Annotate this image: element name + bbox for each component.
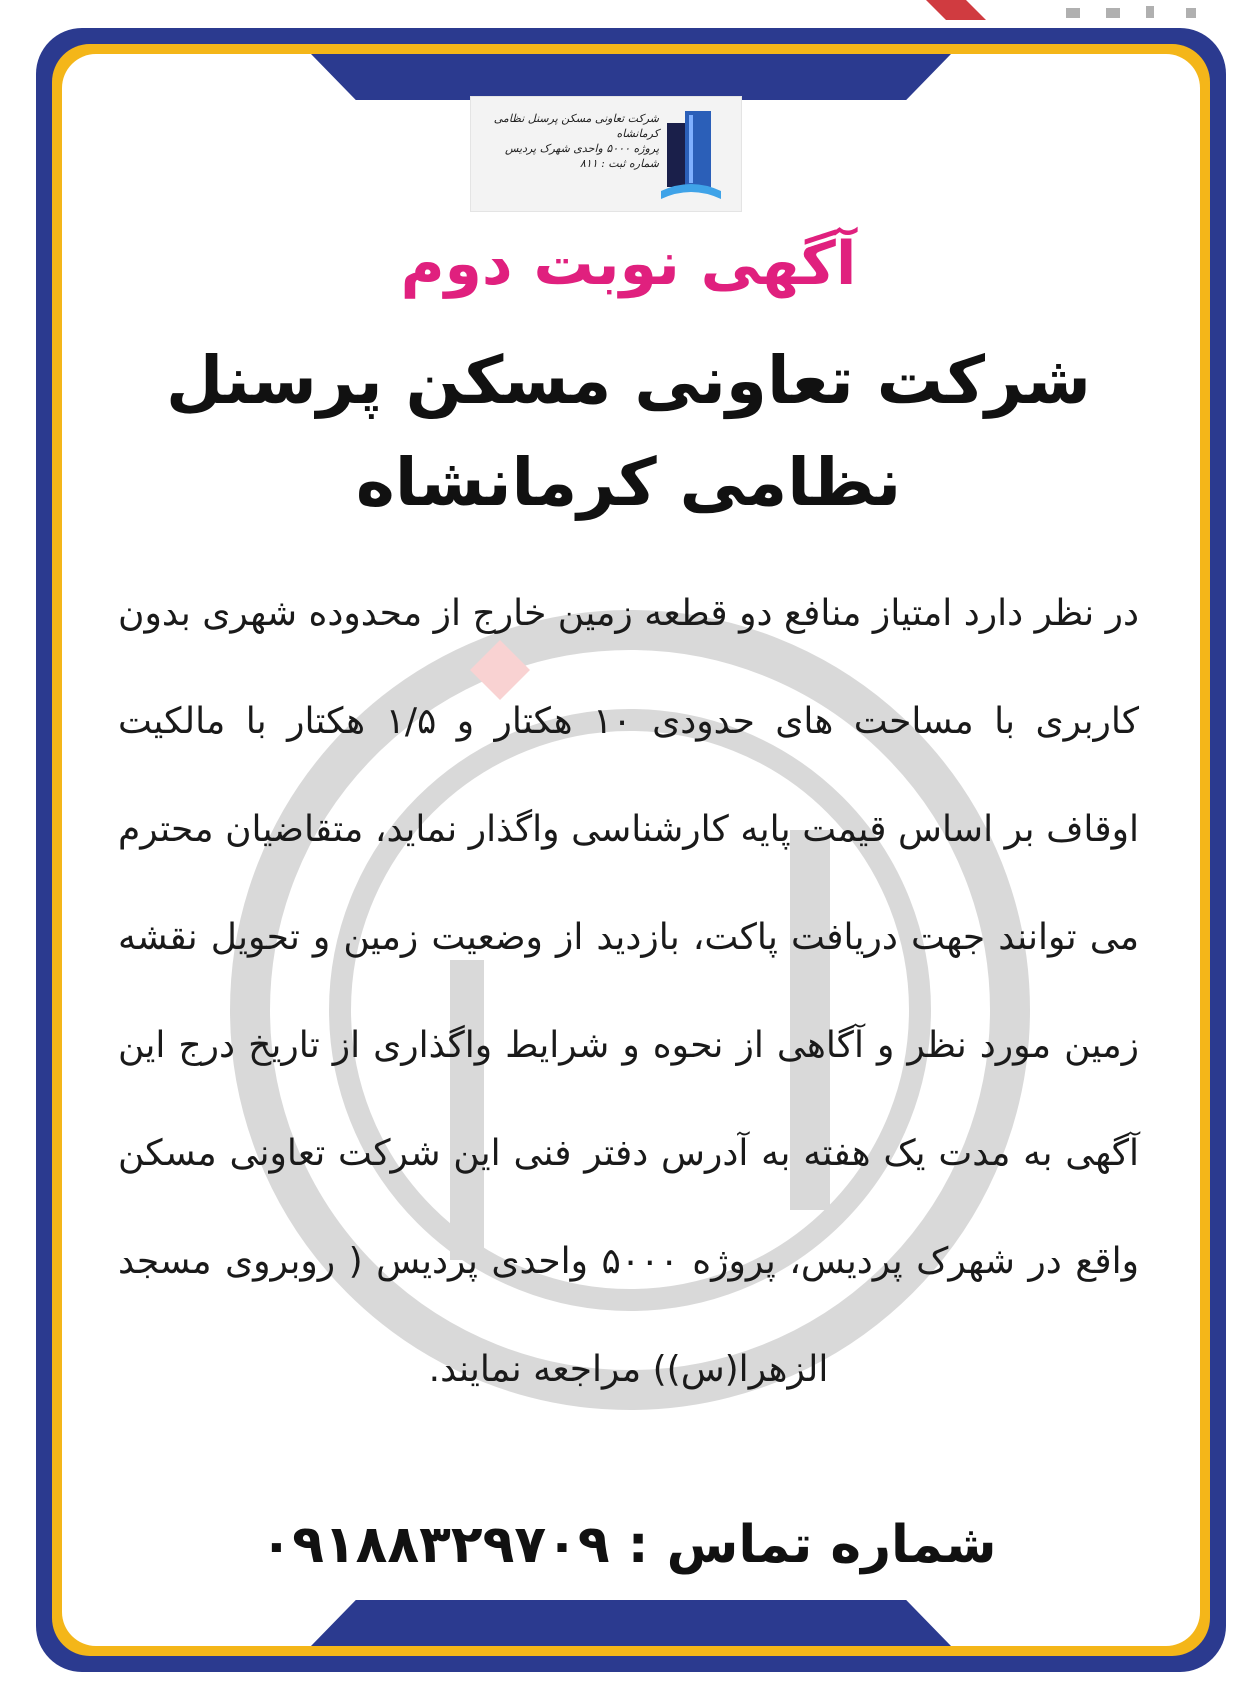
- building-icon: [659, 105, 723, 203]
- notice-body: در نظر دارد امتیاز منافع دو قطعه زمین خارج از محدوده شهری بدون کاربری با مساحت های حدودی ۱۰ هکتار و ۱/۵ هکتار با مالکیت اوقاف بر اساس قیمت پایه کارشناسی واگذار نماید، متقاضیان محترم می توانند جهت دریافت پاکت، بازدید از وضعیت زمین و تحویل نقشه زمین مورد نظر و آگاهی از نحوه و شرایط واگذاری از تاریخ درج این آگهی به مدت یک هفته به آدرس دفتر فنی این شرکت تعاونی مسکن واقع در شهرک پردیس، پروژه ۵۰۰۰ واحدی پردیس ( روبروی مسجد الزهرا(س)) مراجعه نمایند.: [118, 593, 1140, 1390]
- logo-text-line2: پروژه ۵۰۰۰ واحدی شهرک پردیس: [504, 142, 659, 155]
- company-logo: [470, 96, 742, 212]
- top-tab-decoration: [311, 54, 951, 100]
- logo-text: [489, 111, 659, 171]
- bottom-tab-decoration: [311, 1600, 951, 1646]
- company-title: شرکت تعاونی مسکن پرسنل نظامی کرمانشاه: [166, 342, 1091, 521]
- logo-text-line3: شماره ثبت : ۸۱۱: [579, 157, 659, 170]
- logo-text-line1: شرکت تعاونی مسکن پرسنل نظامی کرمانشاه: [493, 112, 659, 140]
- top-corner-logo-fragment: [926, 0, 1226, 20]
- notice-kicker: آگهی نوبت دوم: [400, 229, 857, 299]
- contact-number: شماره تماس : ۰۹۱۸۸۳۲۹۷۰۹: [260, 1515, 997, 1575]
